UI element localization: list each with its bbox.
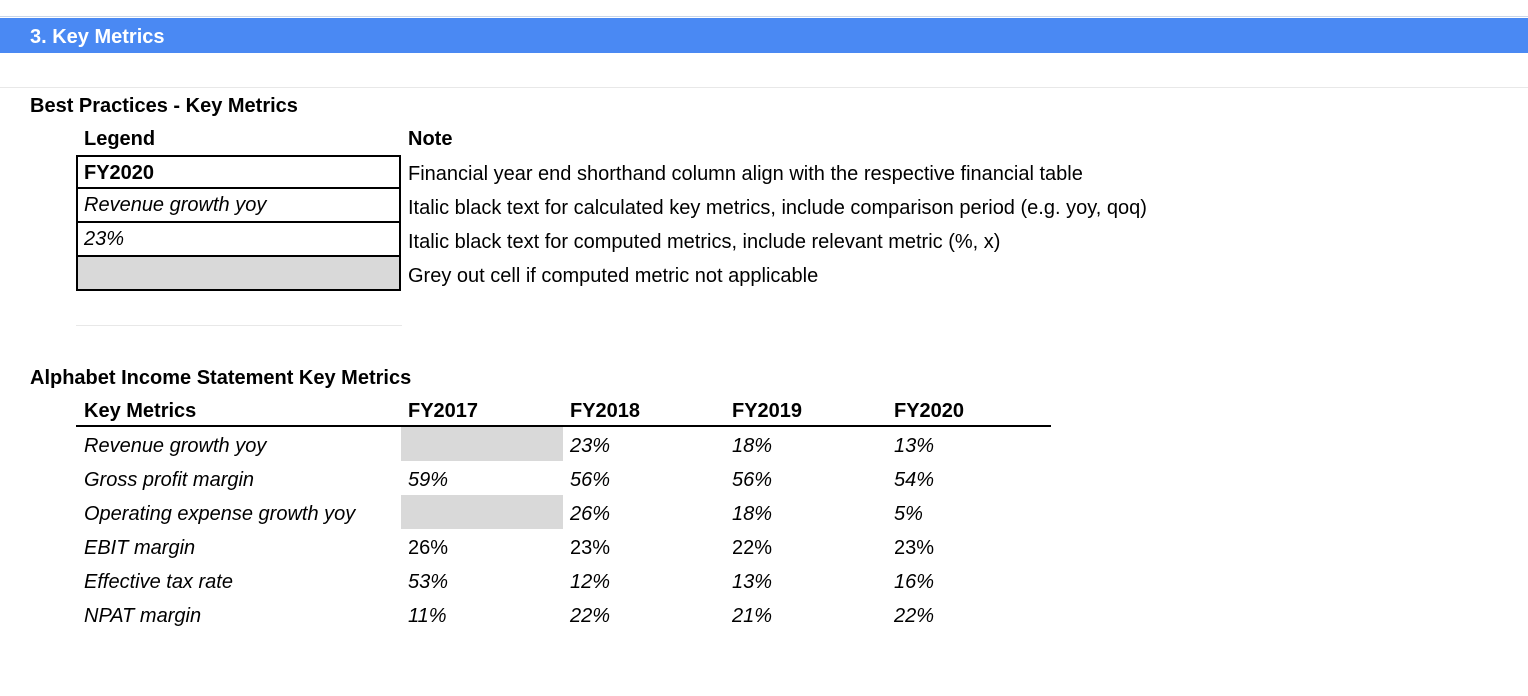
metric-value: 59%: [408, 469, 449, 491]
metric-value: 22%: [570, 605, 611, 627]
metric-value: 12%: [570, 571, 611, 593]
metric-label: Gross profit margin: [84, 469, 255, 491]
column-header-fy2018: FY2018: [570, 400, 641, 422]
legend-cell-grey: [76, 257, 401, 291]
column-header-key-metrics: Key Metrics: [84, 400, 197, 422]
metric-value: 53%: [408, 571, 449, 593]
note-text: Italic black text for computed metrics, include relevant metric (%, x): [408, 231, 1001, 253]
metric-label: NPAT margin: [84, 605, 202, 627]
metric-value: 11%: [408, 605, 447, 627]
header-underline: [76, 425, 1051, 427]
note-text: Grey out cell if computed metric not applicable: [408, 265, 819, 287]
metric-value: 16%: [894, 571, 935, 593]
legend-cell-metric-value: 23%: [76, 223, 401, 257]
metric-label: Effective tax rate: [84, 571, 233, 593]
row-divider: [0, 87, 1528, 88]
grey-na-cell: [401, 495, 563, 529]
column-header-fy2019: FY2019: [732, 400, 803, 422]
metric-value: 22%: [732, 537, 773, 559]
section-title: 3. Key Metrics: [30, 26, 165, 48]
note-text: Financial year end shorthand column align with the respective financial table: [408, 163, 1083, 185]
legend-header: Legend: [84, 128, 156, 150]
metric-value: 26%: [408, 537, 449, 559]
metric-value: 26%: [570, 503, 611, 525]
metric-value: 21%: [732, 605, 773, 627]
metric-value: 23%: [570, 537, 611, 559]
section-header-bar: [0, 18, 1528, 53]
top-border: [0, 16, 1528, 17]
note-header: Note: [408, 128, 453, 150]
grey-na-cell: [401, 427, 563, 461]
metric-value: 13%: [894, 435, 935, 457]
income-statement-title: Alphabet Income Statement Key Metrics: [30, 367, 412, 389]
metric-value: 5%: [894, 503, 923, 525]
metric-label: EBIT margin: [84, 537, 196, 559]
best-practices-title: Best Practices - Key Metrics: [30, 95, 298, 117]
legend-cell-metric-label: Revenue growth yoy: [76, 189, 401, 223]
column-header-fy2017: FY2017: [408, 400, 479, 422]
metric-value: 13%: [732, 571, 773, 593]
metric-value: 18%: [732, 503, 773, 525]
column-header-fy2020: FY2020: [894, 400, 965, 422]
metric-value: 18%: [732, 435, 773, 457]
metric-value: 54%: [894, 469, 935, 491]
metric-label: Operating expense growth yoy: [84, 503, 356, 525]
legend-cell-fy-label: FY2020: [76, 155, 401, 189]
metric-value: 56%: [570, 469, 611, 491]
divider: [76, 325, 402, 326]
metric-value: 56%: [732, 469, 773, 491]
metric-value: 23%: [570, 435, 611, 457]
metric-value: 22%: [894, 605, 935, 627]
note-text: Italic black text for calculated key metrics, include comparison period (e.g. yoy, qoq): [408, 197, 1147, 219]
metric-value: 23%: [894, 537, 935, 559]
metric-label: Revenue growth yoy: [84, 435, 267, 457]
